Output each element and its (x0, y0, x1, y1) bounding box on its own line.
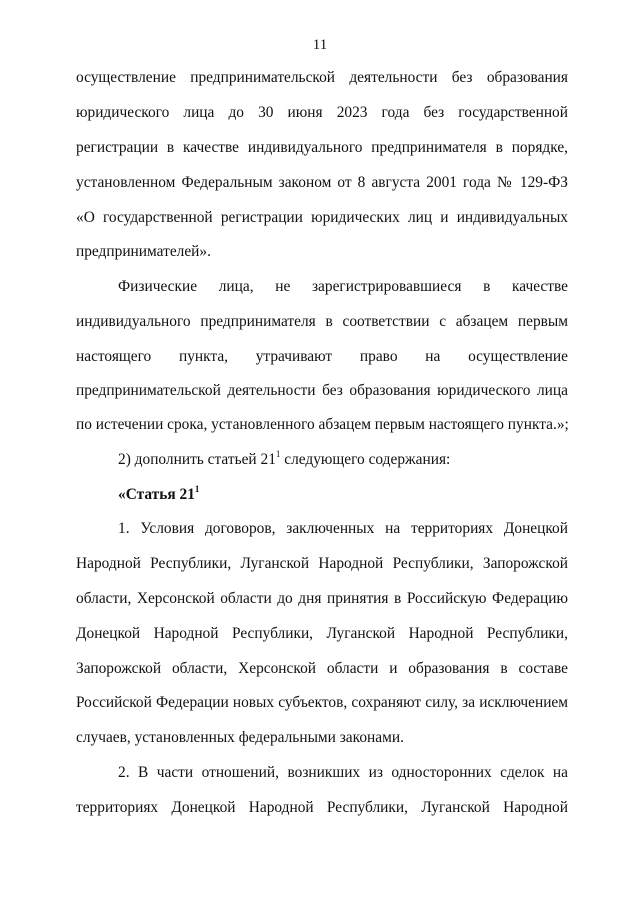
paragraph-first-line: Физические лица, не зарегистрировавшиеся в качестве (118, 278, 568, 295)
text-line: осуществление предпринимательской деятельности без образования (76, 69, 568, 86)
text-line: индивидуального предпринимателя в соответствии с абзацем первым (76, 313, 568, 330)
text-line: Российской Федерации новых субъектов, сохраняют силу, за исключением (76, 694, 568, 711)
paragraph-first-line: 1. Условия договоров, заключенных на территориях Донецкой (118, 520, 568, 537)
text-line: предпринимателей». (76, 243, 211, 260)
text-line: области, Херсонской области до дня принятия в Российскую Федерацию (76, 590, 568, 607)
text-line: «О государственной регистрации юридических лиц и индивидуальных (76, 209, 568, 226)
page-number: 11 (312, 37, 328, 53)
text-line: регистрации в качестве индивидуального предпринимателя в порядке, (76, 139, 568, 156)
superscript: 1 (275, 449, 281, 459)
article-superscript: 1 (194, 484, 200, 494)
amendment-text-tail: следующего содержания: (280, 451, 451, 468)
text-line: Запорожской области, Херсонской области и образования в составе (76, 660, 568, 677)
text-line: по истечении срока, установленного абзацем первым настоящего пункта.»; (76, 416, 569, 433)
text-line: настоящего пункта, утрачивают право на осуществление (76, 348, 568, 365)
text-line: территориях Донецкой Народной Республики, Луганской Народной (76, 799, 568, 816)
amendment-text: 2) дополнить статьей 21 (118, 451, 276, 468)
text-line: установленном Федеральным законом от 8 августа 2001 года № 129-ФЗ (76, 174, 568, 191)
paragraph-first-line: 2. В части отношений, возникших из односторонних сделок на (118, 764, 568, 781)
text-line: предпринимательской деятельности без образования юридического лица (76, 382, 568, 399)
article-title: «Статья 21 (118, 486, 195, 503)
text-line: Народной Республики, Луганской Народной Республики, Запорожской (76, 555, 568, 572)
article-heading (118, 485, 568, 505)
text-line: юридического лица до 30 июня 2023 года без государственной (76, 104, 568, 121)
amendment-line (118, 450, 568, 470)
text-line: случаев, установленных федеральными законами. (76, 729, 404, 746)
text-line: Донецкой Народной Республики, Луганской Народной Республики, (76, 625, 568, 642)
